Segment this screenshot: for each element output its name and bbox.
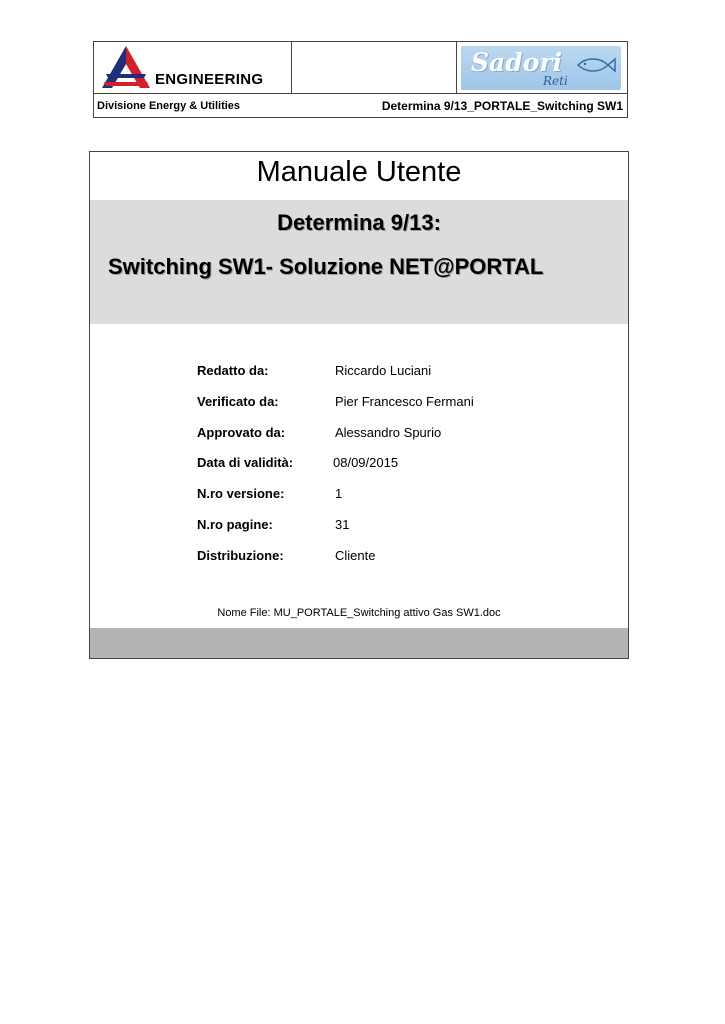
cover-panel — [89, 151, 629, 659]
fish-icon — [576, 55, 616, 75]
engineering-logo-text: ENGINEERING — [155, 71, 264, 88]
info-value: Cliente — [335, 548, 376, 563]
engineering-logo-icon — [100, 44, 152, 90]
document-reference: Determina 9/13_PORTALE_Switching SW1 — [381, 99, 623, 113]
info-label: Data di validità: — [197, 455, 294, 470]
info-label: N.ro versione: — [197, 486, 285, 501]
subtitle-band — [90, 200, 628, 324]
info-value: 08/09/2015 — [333, 455, 399, 470]
subtitle-switching: Switching SW1- Soluzione NET@PORTAL — [108, 254, 544, 279]
info-label: Distribuzione: — [197, 548, 284, 563]
info-value: 1 — [335, 486, 343, 501]
info-value: Pier Francesco Fermani — [335, 394, 474, 409]
page-title: Manuale Utente — [256, 156, 462, 188]
info-label: Verificato da: — [197, 394, 279, 409]
file-name: Nome File: MU_PORTALE_Switching attivo Gas SW1.doc — [217, 607, 501, 619]
division-label: Divisione Energy & Utilities — [97, 100, 241, 112]
sadori-logo-background — [461, 46, 621, 90]
sadori-logo-subtext: Reti — [543, 74, 568, 88]
sadori-logo — [456, 42, 628, 94]
info-value: Alessandro Spurio — [335, 425, 442, 440]
subtitle-determina: Determina 9/13: — [277, 210, 441, 235]
header-divider — [292, 93, 456, 94]
engineering-logo — [94, 42, 292, 94]
info-label: Approvato da: — [197, 425, 286, 440]
info-value: Riccardo Luciani — [335, 363, 432, 378]
info-label: Redatto da: — [197, 363, 269, 378]
info-label: N.ro pagine: — [197, 517, 273, 532]
info-value: 31 — [335, 517, 350, 532]
sadori-logo-text: Sadori — [471, 48, 563, 77]
footer-band — [90, 628, 628, 658]
document-header — [93, 41, 628, 118]
